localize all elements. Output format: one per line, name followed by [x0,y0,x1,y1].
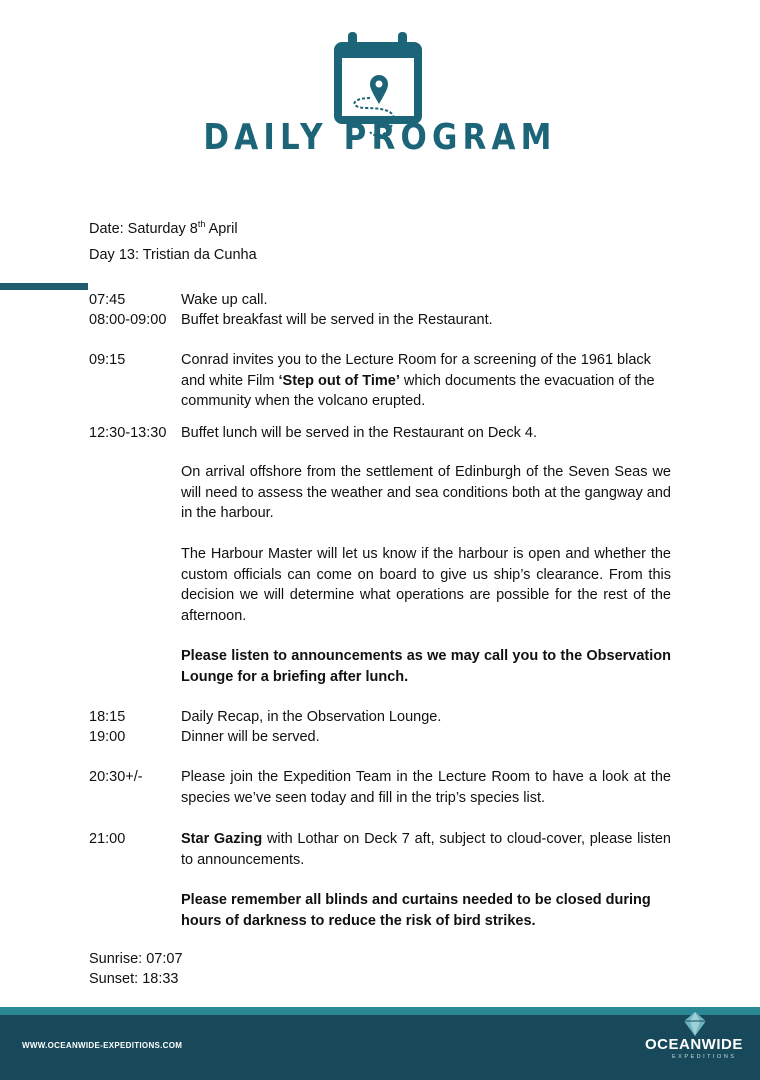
item-text: Please remember all blinds and curtains needed to be closed during hours of darkness to reduce the risk of bird strikes. [181,892,651,929]
item-time: 12:30-13:30 [89,425,167,441]
date-suffix: April [205,220,238,237]
date-line [89,219,238,237]
item-text: Please listen to announcements as we may call you to the Observation Lounge for a briefing after lunch. [181,648,671,685]
item-time: 19:00 [89,729,126,745]
item-text: Buffet lunch will be served in the Restaurant on Deck 4. [181,425,537,441]
item-text: Please join the Expedition Team in the Lecture Room to have a look at the species we’ve seen today and fill in the trip’s species list. [181,769,671,806]
website-link[interactable]: WWW.OCEANWIDE-EXPEDITIONS.COM [22,1041,183,1050]
item-text: On arrival offshore from the settlement of Edinburgh of the Seven Seas we will need to assess the weather and sea conditions both at the gangway and in the harbour. [181,464,671,521]
item-text [181,350,671,412]
sunrise: Sunrise: 07:07 [89,951,183,967]
item-text: Buffet breakfast will be served in the Restaurant. [181,312,493,328]
day-line: Day 13: Tristian da Cunha [89,247,257,263]
film-title: ‘Step out of Time’ [278,372,400,389]
date-prefix: Date: Saturday 8 [89,220,198,237]
item-text-part: Conrad invites you to the Lecture Room for a screening of the 1961 black and white Film [181,352,651,389]
item-text-part: with Lothar on Deck 7 aft, subject to cloud-cover, please listen to announcements. [181,831,671,868]
gem-icon [682,1011,708,1037]
section-divider [0,283,88,290]
item-text: The Harbour Master will let us know if the harbour is open and whether the custom officials can come on board to give us ship’s clearance. From this decision we will determine what operations are possible for the rest of the afternoon. [181,546,671,624]
footer-stripe [0,1007,760,1015]
page-title: DAILY PROGRAM [203,117,557,158]
item-text: Daily Recap, in the Observation Lounge. [181,709,442,725]
header [0,0,760,170]
item-text [181,829,671,870]
event-title: Star Gazing [181,831,263,847]
item-time: 20:30+/- [89,769,143,785]
item-time: 08:00-09:00 [89,312,167,328]
item-time: 07:45 [89,292,126,308]
item-text-part: which documents the evacuation of the community when the volcano erupted. [181,372,655,409]
sunset: Sunset: 18:33 [89,971,179,987]
date-sup: th [197,219,206,229]
item-time: 09:15 [89,352,126,368]
item-time: 18:15 [89,709,126,725]
item-time: 21:00 [89,831,126,847]
item-text: Dinner will be served. [181,729,320,745]
brand-sub: EXPEDITIONS [672,1054,737,1060]
brand-name: OCEANWIDE [645,1036,743,1053]
item-text: Wake up call. [181,292,268,308]
